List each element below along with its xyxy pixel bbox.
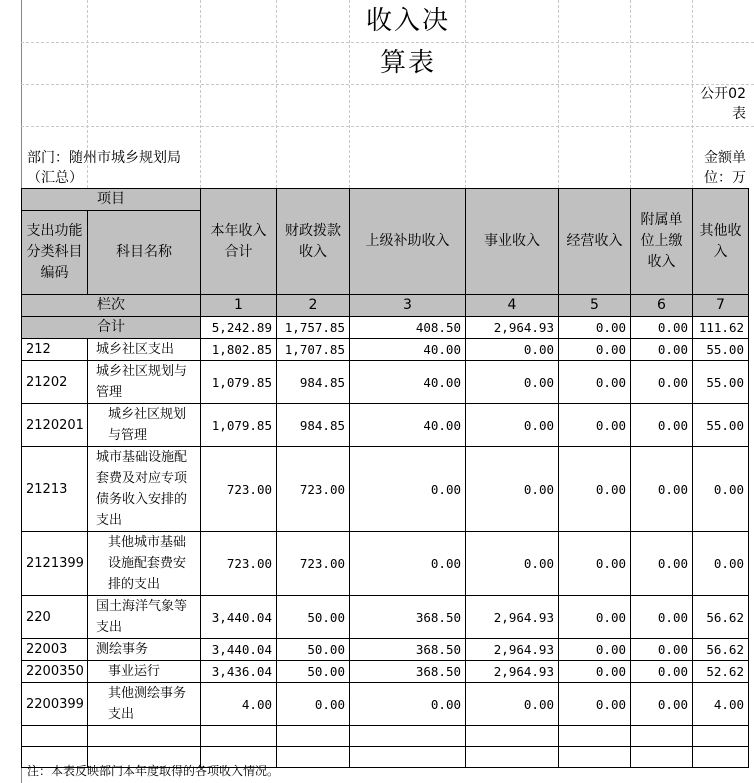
row-value: 3,440.04: [201, 596, 277, 639]
row-name: 城乡社区支出: [88, 339, 201, 361]
row-value: 2,964.93: [466, 661, 559, 683]
column-number: 3: [350, 295, 466, 317]
table-note: 注：本表反映部门本年度取得的各项收入情况。: [27, 764, 280, 778]
row-value: 50.00: [277, 596, 350, 639]
row-value: 55.00: [693, 361, 749, 404]
row-code: 22003: [22, 639, 88, 661]
row-name: 城乡社区规划与管理: [88, 361, 201, 404]
table-row: [22, 447, 749, 532]
row-name: 城市基础设施配套费及对应专项债务收入安排的支出: [88, 447, 201, 532]
row-value: 2,964.93: [466, 596, 559, 639]
column-number: 5: [559, 295, 631, 317]
total-label: 合计: [22, 317, 201, 339]
row-value: 0.00: [559, 532, 631, 596]
total-row: [22, 317, 749, 339]
total-cell: 2,964.93: [466, 317, 559, 339]
row-value: 0.00: [559, 361, 631, 404]
row-value: 55.00: [693, 404, 749, 447]
total-cell: 1,757.85: [277, 317, 350, 339]
column-number: 7: [693, 295, 749, 317]
row-name: 其他测绘事务支出: [88, 683, 201, 726]
header-subject-name: 科目名称: [88, 211, 201, 295]
row-value: 3,440.04: [201, 639, 277, 661]
row-code: 2121399: [22, 532, 88, 596]
table-row: [22, 683, 749, 726]
income-table: [21, 188, 749, 768]
gridline: [692, 0, 693, 188]
row-value: 368.50: [350, 639, 466, 661]
row-value: 0.00: [466, 361, 559, 404]
row-name: 国土海洋气象等支出: [88, 596, 201, 639]
row-value: 0.00: [631, 339, 693, 361]
row-code: 212: [22, 339, 88, 361]
row-value: 0.00: [350, 683, 466, 726]
total-cell: 5,242.89: [201, 317, 277, 339]
row-value: 723.00: [277, 447, 350, 532]
row-value: 0.00: [559, 404, 631, 447]
total-cell: 0.00: [559, 317, 631, 339]
table-row: [22, 339, 749, 361]
total-cell: 408.50: [350, 317, 466, 339]
row-value: 0.00: [631, 683, 693, 726]
column-row-label: 栏次: [22, 295, 201, 317]
total-cell: 0.00: [631, 317, 693, 339]
row-value: 0.00: [631, 639, 693, 661]
row-value: 0.00: [466, 404, 559, 447]
row-value: 0.00: [693, 447, 749, 532]
table-row: [22, 661, 749, 683]
gridline: [558, 0, 559, 188]
header-project: 项目: [22, 189, 201, 211]
table-code: 公开02表: [700, 86, 746, 122]
row-value: 0.00: [559, 661, 631, 683]
row-value: 723.00: [277, 532, 350, 596]
table-row: [22, 404, 749, 447]
empty-row: [22, 726, 749, 747]
row-value: 0.00: [559, 596, 631, 639]
gridline: [276, 0, 277, 188]
row-value: 0.00: [631, 447, 693, 532]
row-value: 1,802.85: [201, 339, 277, 361]
row-value: 723.00: [201, 532, 277, 596]
row-value: 0.00: [631, 532, 693, 596]
row-value: 0.00: [693, 532, 749, 596]
header-total: 本年收入合计: [201, 189, 277, 295]
column-number: 2: [277, 295, 350, 317]
row-value: 0.00: [631, 596, 693, 639]
row-code: 21202: [22, 361, 88, 404]
row-name: 其他城市基础设施配套费安排的支出: [88, 532, 201, 596]
row-value: 1,079.85: [201, 361, 277, 404]
header-operating: 经营收入: [559, 189, 631, 295]
row-value: 0.00: [350, 447, 466, 532]
column-number: 6: [631, 295, 693, 317]
department-label: 部门：随州市城乡规划局（汇总）: [27, 150, 181, 186]
column-number: 4: [466, 295, 559, 317]
row-name: 测绘事务: [88, 639, 201, 661]
row-value: 0.00: [466, 532, 559, 596]
header-business: 事业收入: [466, 189, 559, 295]
row-value: 0.00: [631, 404, 693, 447]
row-value: 50.00: [277, 639, 350, 661]
row-code: 2120201: [22, 404, 88, 447]
row-value: 0.00: [466, 447, 559, 532]
row-value: 0.00: [559, 683, 631, 726]
header-fiscal: 财政拨款收入: [277, 189, 350, 295]
header-other: 其他收入: [693, 189, 749, 295]
row-value: 984.85: [277, 361, 350, 404]
column-number: 1: [201, 295, 277, 317]
total-cell: 111.62: [693, 317, 749, 339]
report-title-line1: 收入决: [365, 6, 450, 36]
table-row: [22, 639, 749, 661]
row-value: 52.62: [693, 661, 749, 683]
row-value: 1,079.85: [201, 404, 277, 447]
table-row: [22, 361, 749, 404]
row-value: 0.00: [466, 683, 559, 726]
table-row: [22, 532, 749, 596]
row-value: 0.00: [559, 447, 631, 532]
row-code: 2200350: [22, 661, 88, 683]
table-row: [22, 596, 749, 639]
row-value: 0.00: [631, 661, 693, 683]
gridline: [21, 126, 754, 127]
gridline: [21, 42, 754, 43]
report-title-line2: 算表: [379, 48, 436, 78]
row-value: 40.00: [350, 404, 466, 447]
row-code: 2200399: [22, 683, 88, 726]
row-value: 0.00: [277, 683, 350, 726]
gridline: [200, 0, 201, 188]
row-code: 220: [22, 596, 88, 639]
row-value: 40.00: [350, 361, 466, 404]
row-value: 55.00: [693, 339, 749, 361]
row-value: 0.00: [559, 339, 631, 361]
row-code: 21213: [22, 447, 88, 532]
row-value: 56.62: [693, 639, 749, 661]
row-name: 事业运行: [88, 661, 201, 683]
row-value: 4.00: [201, 683, 277, 726]
row-value: 0.00: [466, 339, 559, 361]
header-func-code: 支出功能分类科目编码: [22, 211, 88, 295]
header-affiliated: 附属单位上缴收入: [631, 189, 693, 295]
row-value: 2,964.93: [466, 639, 559, 661]
gridline: [630, 0, 631, 188]
row-value: 723.00: [201, 447, 277, 532]
gridline: [21, 84, 754, 85]
header-superior: 上级补助收入: [350, 189, 466, 295]
row-value: 0.00: [350, 532, 466, 596]
row-value: 0.00: [631, 361, 693, 404]
row-value: 56.62: [693, 596, 749, 639]
row-name: 城乡社区规划与管理: [88, 404, 201, 447]
row-value: 4.00: [693, 683, 749, 726]
row-value: 368.50: [350, 596, 466, 639]
row-value: 1,707.85: [277, 339, 350, 361]
unit-label: 金额单位：万: [704, 150, 746, 186]
row-value: 3,436.04: [201, 661, 277, 683]
row-value: 0.00: [559, 639, 631, 661]
row-value: 368.50: [350, 661, 466, 683]
row-value: 40.00: [350, 339, 466, 361]
row-value: 50.00: [277, 661, 350, 683]
row-value: 984.85: [277, 404, 350, 447]
